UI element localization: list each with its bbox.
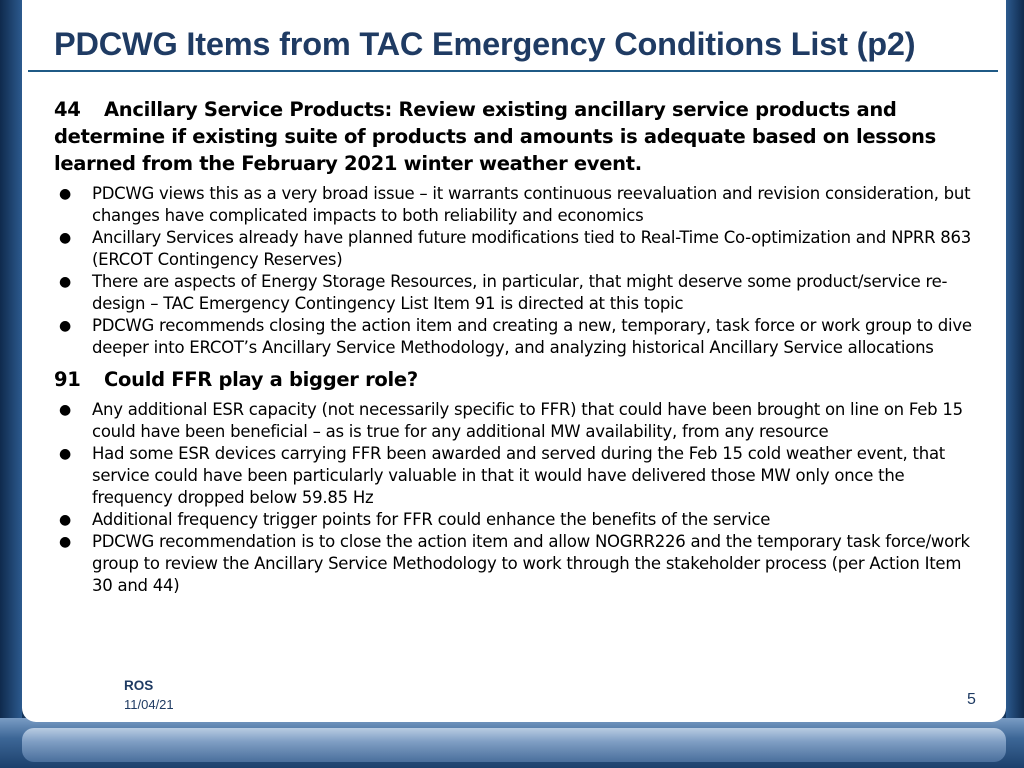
bullet-text: PDCWG recommendation is to close the action item and allow NOGRR226 and the temporary task force/work group to review the Ancillary Service Methodology to work through the stakeholder process (per Action Item 30 and 44) bbox=[92, 532, 970, 595]
footer-date: 11/04/21 bbox=[124, 697, 174, 712]
list-item bbox=[54, 227, 974, 271]
title-divider bbox=[28, 70, 998, 72]
bullet-text: PDCWG recommends closing the action item and creating a new, temporary, task force or work group to dive deeper into ERCOT’s Ancillary Service Methodology, and analyzing historical Ancillary Service allocations bbox=[92, 316, 972, 357]
bullet-text: Had some ESR devices carrying FFR been awarded and served during the Feb 15 cold weather event, that service could have been particularly valuable in that it would have delivered those MW only once the frequency dropped below 59.85 Hz bbox=[92, 444, 946, 507]
section-heading-text: Ancillary Service Products: Review existing ancillary service products and determine if existing suite of products and amounts is adequate based on lessons learned from the February 2021 winter weather event. bbox=[54, 98, 936, 175]
list-item bbox=[54, 531, 974, 597]
section-number: 91 bbox=[54, 368, 81, 391]
frame-left-border bbox=[0, 0, 22, 768]
section-number: 44 bbox=[54, 98, 81, 121]
bullet-icon: ● bbox=[59, 512, 71, 528]
bullet-list bbox=[54, 183, 974, 359]
slide-content bbox=[54, 96, 974, 597]
list-item bbox=[54, 271, 974, 315]
bullet-text: There are aspects of Energy Storage Resources, in particular, that might deserve some product/service re-design – TAC Emergency Contingency List Item 91 is directed at this topic bbox=[92, 272, 948, 313]
list-item bbox=[54, 183, 974, 227]
bullet-icon: ● bbox=[59, 230, 71, 246]
list-item bbox=[54, 509, 974, 531]
footer-label: ROS bbox=[124, 678, 154, 693]
list-item bbox=[54, 315, 974, 359]
list-item bbox=[54, 399, 974, 443]
bullet-icon: ● bbox=[59, 274, 71, 290]
page-number: 5 bbox=[967, 691, 976, 708]
bullet-icon: ● bbox=[59, 446, 71, 462]
bullet-icon: ● bbox=[59, 186, 71, 202]
bullet-icon: ● bbox=[59, 402, 71, 418]
bullet-text: PDCWG views this as a very broad issue – it warrants continuous reevaluation and revision consideration, but changes have complicated impacts to both reliability and economics bbox=[92, 184, 971, 225]
section-heading bbox=[54, 366, 974, 393]
bullet-icon: ● bbox=[59, 318, 71, 334]
bullet-list bbox=[54, 399, 974, 597]
frame-bottom-highlight bbox=[22, 728, 1006, 762]
section-heading bbox=[54, 96, 974, 177]
slide-title: PDCWG Items from TAC Emergency Conditions List (p2) bbox=[54, 26, 916, 62]
section-heading-text: Could FFR play a bigger role? bbox=[104, 368, 418, 391]
bullet-icon: ● bbox=[59, 534, 71, 550]
bullet-text: Any additional ESR capacity (not necessarily specific to FFR) that could have been brought on line on Feb 15 could have been beneficial – as is true for any additional MW availability, from any resource bbox=[92, 400, 963, 441]
list-item bbox=[54, 443, 974, 509]
bullet-text: Additional frequency trigger points for FFR could enhance the benefits of the service bbox=[92, 510, 771, 529]
bullet-text: Ancillary Services already have planned future modifications tied to Real-Time Co-optimization and NPRR 863 (ERCOT Contingency Reserves) bbox=[92, 228, 972, 269]
slide-canvas bbox=[22, 0, 1006, 722]
frame-right-border bbox=[1006, 0, 1024, 768]
frame-bottom-bar bbox=[0, 718, 1024, 768]
